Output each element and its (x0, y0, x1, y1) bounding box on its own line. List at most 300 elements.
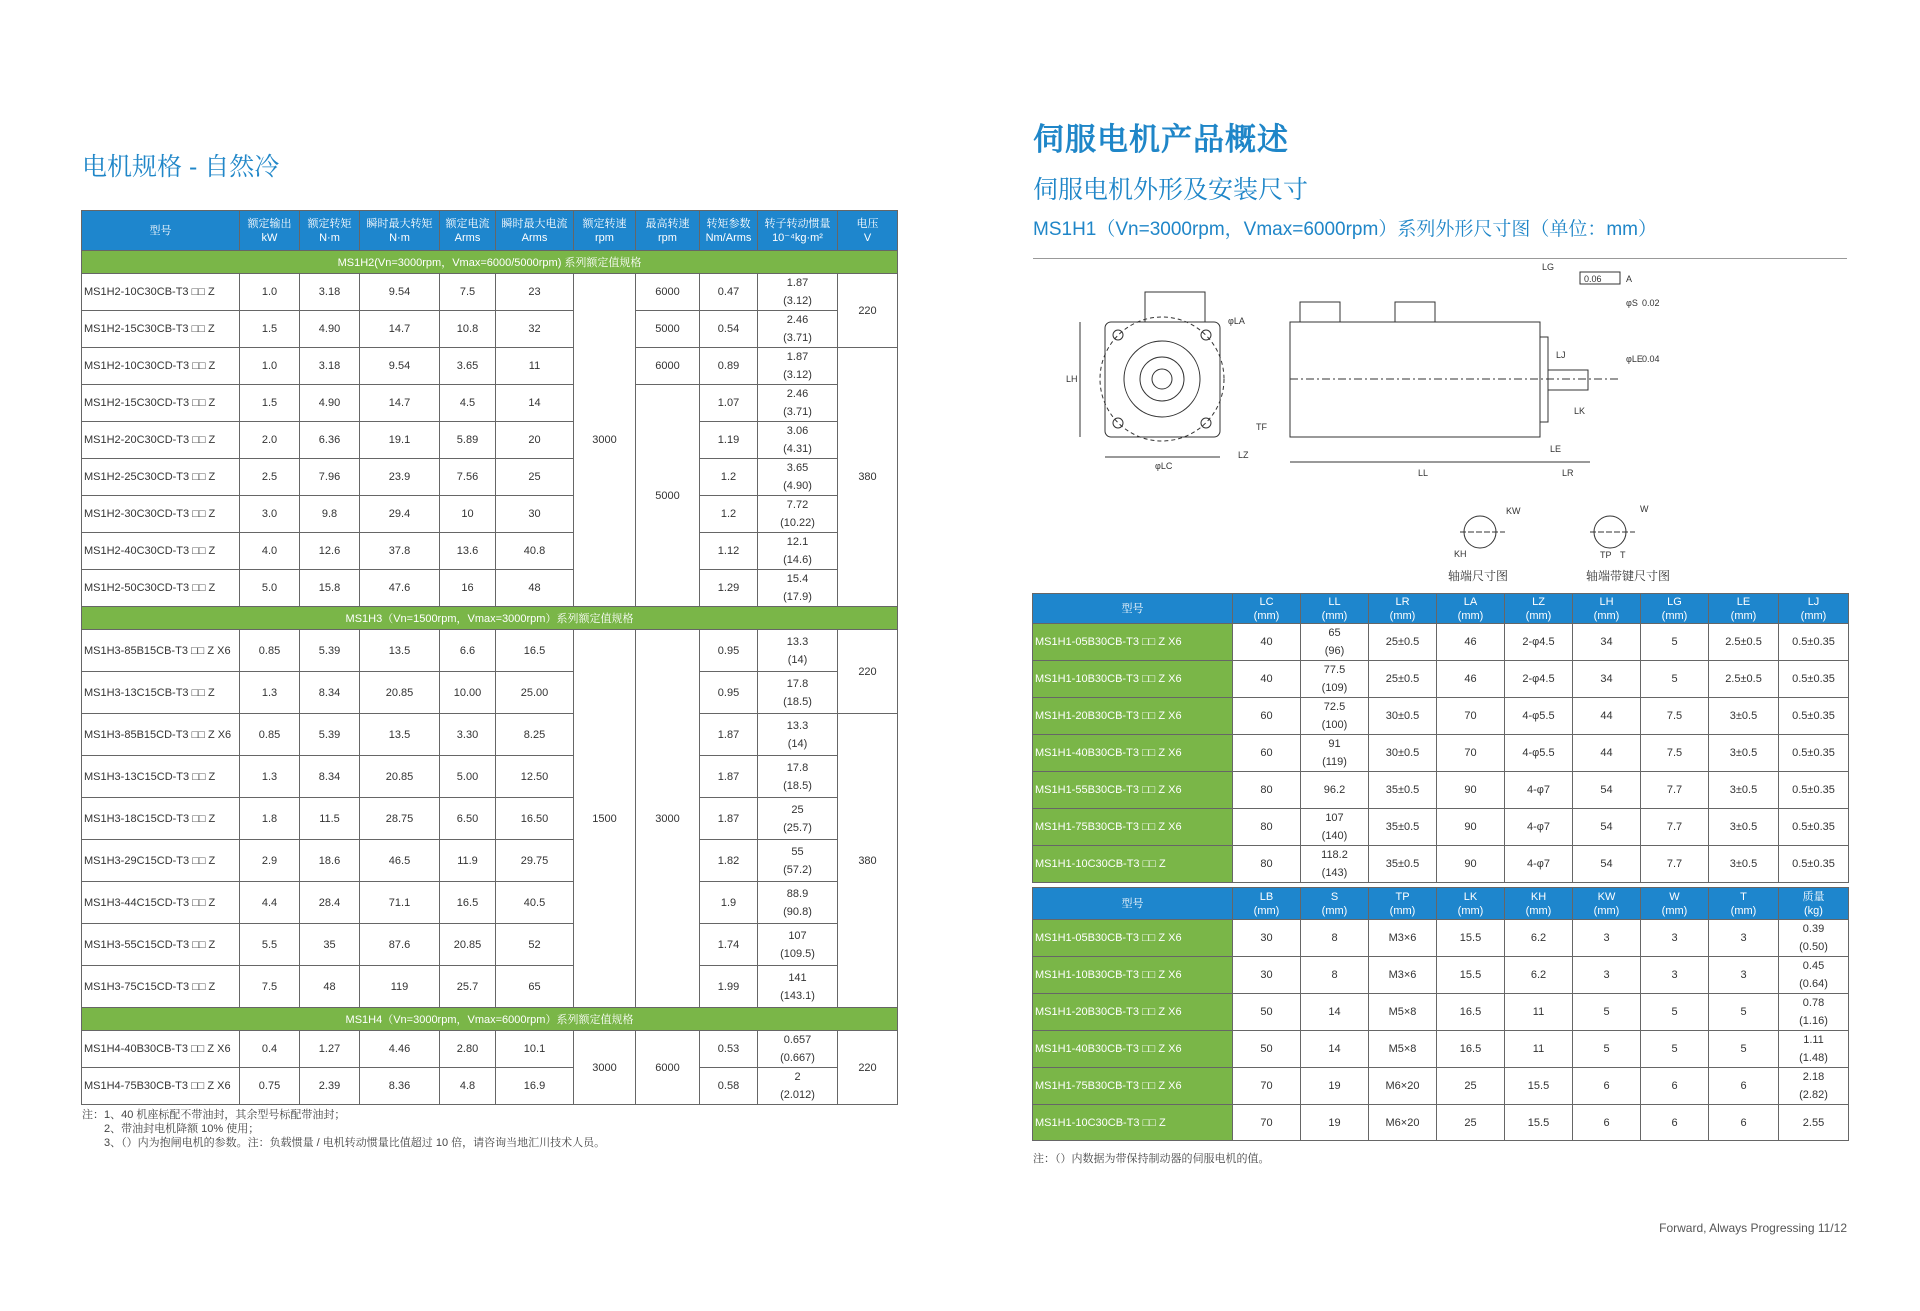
table-row (82, 630, 898, 672)
table-row (82, 311, 898, 348)
drawing-label: LE (1550, 444, 1562, 454)
table-cell: 16.9 (496, 1068, 574, 1105)
table-cell: 0.5±0.35 (1779, 698, 1849, 735)
table-row (82, 924, 898, 966)
table-cell: MS1H1-05B30CB-T3 □□ Z X6 (1033, 624, 1233, 661)
table-row (82, 714, 898, 756)
column-header: LB (mm) (1233, 888, 1301, 920)
table-cell: 20 (496, 422, 574, 459)
table-cell: 7.7 (1641, 846, 1709, 883)
table-cell: 3.0 (240, 496, 300, 533)
table-cell: 54 (1573, 772, 1641, 809)
table-cell: 5 (1573, 1031, 1641, 1068)
drawing-label: W (1640, 504, 1649, 514)
table-cell: 8.34 (300, 672, 360, 714)
table-cell: 20.85 (360, 756, 440, 798)
table-cell: 6 (1641, 1105, 1709, 1141)
shaft-caption: 轴端尺寸图 (1447, 569, 1509, 583)
table-row (1033, 809, 1849, 846)
column-header: 电压 V (838, 211, 898, 251)
table-cell: 20.85 (440, 924, 496, 966)
drawing-label: φLE (1626, 354, 1643, 364)
table-row (82, 570, 898, 607)
table-cell: 1.0 (240, 348, 300, 385)
table-cell: 1.19 (700, 422, 758, 459)
table-cell: 3±0.5 (1709, 772, 1779, 809)
table-cell: 19 (1301, 1068, 1369, 1105)
table-cell: 4-φ5.5 (1505, 698, 1573, 735)
table-cell: MS1H1-75B30CB-T3 □□ Z X6 (1033, 809, 1233, 846)
table-cell: 8.25 (496, 714, 574, 756)
table-cell: 25±0.5 (1369, 661, 1437, 698)
motor-dimension-drawing (1060, 262, 1671, 592)
table-cell: 12.6 (300, 533, 360, 570)
table-cell: MS1H2-25C30CD-T3 □□ Z (82, 459, 240, 496)
table-row (1033, 661, 1849, 698)
table-cell: 3000 (574, 274, 636, 607)
table-cell: 3 (1709, 920, 1779, 957)
table-cell: 25.7 (440, 966, 496, 1008)
table-cell: MS1H2-50C30CD-T3 □□ Z (82, 570, 240, 607)
table-cell: 0.47 (700, 274, 758, 311)
column-header: 额定转矩 N·m (300, 211, 360, 251)
table-cell: 15.5 (1505, 1068, 1573, 1105)
table-cell: 4-φ7 (1505, 846, 1573, 883)
table-cell: 5000 (636, 311, 700, 348)
table-cell: MS1H1-75B30CB-T3 □□ Z X6 (1033, 1068, 1233, 1105)
table-cell: 0.85 (240, 630, 300, 672)
table-cell: 34 (1573, 624, 1641, 661)
table-cell: 3±0.5 (1709, 809, 1779, 846)
table-cell: 2.46 (3.71) (758, 385, 838, 422)
table-cell: 19 (1301, 1105, 1369, 1141)
table-cell: 10.1 (496, 1031, 574, 1068)
table-cell: 1.3 (240, 756, 300, 798)
table-cell: MS1H4-40B30CB-T3 □□ Z X6 (82, 1031, 240, 1068)
table-cell: 16.5 (1437, 994, 1505, 1031)
table-cell: 80 (1233, 772, 1301, 809)
table-cell: 3±0.5 (1709, 698, 1779, 735)
drawing-label: T (1620, 550, 1626, 560)
table-cell: MS1H3-29C15CD-T3 □□ Z (82, 840, 240, 882)
table-cell: 2.5 (240, 459, 300, 496)
table-cell: 220 (838, 1031, 898, 1105)
table-cell: 1.29 (700, 570, 758, 607)
table-cell: 4.46 (360, 1031, 440, 1068)
table-row (82, 496, 898, 533)
table-cell: 0.4 (240, 1031, 300, 1068)
table-cell: 1.87 (3.12) (758, 348, 838, 385)
series-title: MS1H1（Vn=3000rpm，Vmax=6000rpm）系列外形尺寸图（单位：mm） (1033, 219, 1657, 240)
column-header: LJ (mm) (1779, 594, 1849, 624)
table-cell: 11 (496, 348, 574, 385)
table-cell: 3 (1641, 957, 1709, 994)
table-cell: 35±0.5 (1369, 772, 1437, 809)
table-cell: 0.85 (240, 714, 300, 756)
table-cell: 70 (1437, 735, 1505, 772)
table-cell: 118.2 (143) (1301, 846, 1369, 883)
table-cell: 6 (1709, 1068, 1779, 1105)
table-cell: 5 (1641, 624, 1709, 661)
table-cell: 0.5±0.35 (1779, 661, 1849, 698)
table-cell: 30 (496, 496, 574, 533)
drawing-label: LG (1542, 262, 1555, 272)
table-row (82, 672, 898, 714)
table-cell: 11 (1505, 1031, 1573, 1068)
table-cell: 2.55 (1779, 1105, 1849, 1141)
table-cell: 6.2 (1505, 957, 1573, 994)
table-cell: M5×8 (1369, 994, 1437, 1031)
table-cell: MS1H1-10B30CB-T3 □□ Z X6 (1033, 661, 1233, 698)
table-cell: 6000 (636, 348, 700, 385)
table-cell: 46 (1437, 661, 1505, 698)
table-row (82, 966, 898, 1008)
table-row (82, 422, 898, 459)
table-cell: 4-φ5.5 (1505, 735, 1573, 772)
column-header: 型号 (1033, 888, 1233, 920)
table-cell: M3×6 (1369, 920, 1437, 957)
table-cell: 65 (96) (1301, 624, 1369, 661)
table-cell: 2.5±0.5 (1709, 661, 1779, 698)
table-cell: M3×6 (1369, 957, 1437, 994)
table-cell: MS1H1-20B30CB-T3 □□ Z X6 (1033, 698, 1233, 735)
column-header: 型号 (82, 211, 240, 251)
table-cell: 9.8 (300, 496, 360, 533)
table-cell: 3.65 (4.90) (758, 459, 838, 496)
table-cell: 6 (1573, 1105, 1641, 1141)
table-cell: 2.18 (2.82) (1779, 1068, 1849, 1105)
table-cell: 1.07 (700, 385, 758, 422)
table-cell: 80 (1233, 809, 1301, 846)
column-header: LR (mm) (1369, 594, 1437, 624)
table-row (82, 274, 898, 311)
table-cell: 1.2 (700, 459, 758, 496)
table-cell: 35 (300, 924, 360, 966)
table-cell: 10 (440, 496, 496, 533)
table-cell: 5 (1641, 661, 1709, 698)
left-notes (82, 1108, 605, 1150)
table-cell: 48 (496, 570, 574, 607)
table-cell: MS1H1-55B30CB-T3 □□ Z X6 (1033, 772, 1233, 809)
table-cell: 52 (496, 924, 574, 966)
table-cell: 3 (1709, 957, 1779, 994)
table-cell: MS1H2-10C30CB-T3 □□ Z (82, 274, 240, 311)
table-cell: 5.39 (300, 714, 360, 756)
table-cell: 25 (496, 459, 574, 496)
table-cell: 91 (119) (1301, 735, 1369, 772)
table-cell: 25 (1437, 1105, 1505, 1141)
table-cell: 6.36 (300, 422, 360, 459)
table-cell: 15.5 (1505, 1105, 1573, 1141)
table-cell: 30 (1233, 957, 1301, 994)
table-cell: 90 (1437, 772, 1505, 809)
table-cell: MS1H2-15C30CB-T3 □□ Z (82, 311, 240, 348)
table-cell: 9.54 (360, 348, 440, 385)
table-cell: 0.45 (0.64) (1779, 957, 1849, 994)
table-cell: 380 (838, 348, 898, 607)
table-row (82, 1068, 898, 1105)
table-cell: 3 (1573, 920, 1641, 957)
table-cell: 1.87 (700, 756, 758, 798)
table-cell: 16 (440, 570, 496, 607)
drawing-label: KW (1506, 506, 1521, 516)
table-cell: MS1H3-85B15CD-T3 □□ Z X6 (82, 714, 240, 756)
table-row (82, 1031, 898, 1068)
table-cell: 46.5 (360, 840, 440, 882)
drawing-label: 0.06 (1584, 274, 1602, 284)
table-cell: 4.4 (240, 882, 300, 924)
table-cell: 65 (496, 966, 574, 1008)
table-cell: MS1H4-75B30CB-T3 □□ Z X6 (82, 1068, 240, 1105)
table-cell: MS1H2-20C30CD-T3 □□ Z (82, 422, 240, 459)
table-cell: MS1H2-30C30CD-T3 □□ Z (82, 496, 240, 533)
table-cell: 30±0.5 (1369, 698, 1437, 735)
table-row (82, 798, 898, 840)
table-row (82, 533, 898, 570)
note-line: 3、（）内为抱闸电机的参数。注：负载惯量 / 电机转动惯量比值超过 10 倍，请咨询当地汇川技术人员。 (104, 1137, 606, 1149)
table-cell: 25.00 (496, 672, 574, 714)
table-cell: 80 (1233, 846, 1301, 883)
table-cell: 2.80 (440, 1031, 496, 1068)
table-cell: 0.95 (700, 672, 758, 714)
table-row (1033, 735, 1849, 772)
table-cell: 5 (1641, 994, 1709, 1031)
spec-table (81, 210, 898, 1105)
table-cell: 0.75 (240, 1068, 300, 1105)
table-cell: 28.4 (300, 882, 360, 924)
table-cell: MS1H3-44C15CD-T3 □□ Z (82, 882, 240, 924)
table-cell: 3 (1573, 957, 1641, 994)
table-cell: 30±0.5 (1369, 735, 1437, 772)
table-cell: MS1H3-85B15CB-T3 □□ Z X6 (82, 630, 240, 672)
table-cell: 23 (496, 274, 574, 311)
table-cell: 1.27 (300, 1031, 360, 1068)
table-row (82, 840, 898, 882)
table-cell: MS1H3（Vn=1500rpm，Vmax=3000rpm）系列额定值规格 (82, 607, 898, 630)
drawing-label: LJ (1556, 350, 1566, 360)
table-cell: 4.8 (440, 1068, 496, 1105)
column-header: 最高转速 rpm (636, 211, 700, 251)
table-cell: 6 (1709, 1105, 1779, 1141)
table-cell: 5 (1641, 1031, 1709, 1068)
table-row (82, 756, 898, 798)
table-cell: 2.39 (300, 1068, 360, 1105)
table-cell: 0.5±0.35 (1779, 735, 1849, 772)
table-cell: 6000 (636, 1031, 700, 1105)
table-cell: 40.8 (496, 533, 574, 570)
table-cell: 46 (1437, 624, 1505, 661)
table-cell: 6 (1573, 1068, 1641, 1105)
column-header: 额定电流 Arms (440, 211, 496, 251)
table-cell: 10.00 (440, 672, 496, 714)
table-cell: MS1H1-10C30CB-T3 □□ Z (1033, 1105, 1233, 1141)
table-cell: M5×8 (1369, 1031, 1437, 1068)
table-cell: 17.8 (18.5) (758, 672, 838, 714)
drawing-label: 0.04 (1642, 354, 1660, 364)
table-cell: 3.18 (300, 274, 360, 311)
table-cell: 6.2 (1505, 920, 1573, 957)
table-cell: 1.9 (700, 882, 758, 924)
table-cell: 11 (1505, 994, 1573, 1031)
table-cell: 4.90 (300, 311, 360, 348)
table-cell: 1.5 (240, 385, 300, 422)
section-row (82, 1008, 898, 1031)
table-cell: 107 (109.5) (758, 924, 838, 966)
table-cell: 2-φ4.5 (1505, 624, 1573, 661)
table-cell: 20.85 (360, 672, 440, 714)
table-row (1033, 1105, 1849, 1141)
column-header: KH (mm) (1505, 888, 1573, 920)
table-cell: 380 (838, 714, 898, 1008)
table-cell: 220 (838, 274, 898, 348)
dimension-table-b (1032, 887, 1849, 1141)
drawing-label: 0.02 (1642, 298, 1660, 308)
table-cell: 1.3 (240, 672, 300, 714)
table-cell: 70 (1233, 1068, 1301, 1105)
table-cell: 0.5±0.35 (1779, 624, 1849, 661)
table-cell: 15.5 (1437, 957, 1505, 994)
table-cell: 8 (1301, 920, 1369, 957)
table-row (1033, 1068, 1849, 1105)
drawing-label: φLC (1155, 461, 1173, 471)
table-cell: 1.87 (700, 714, 758, 756)
table-cell: 14.7 (360, 385, 440, 422)
drawing-label: TF (1256, 422, 1267, 432)
table-cell: 44 (1573, 698, 1641, 735)
table-cell: MS1H2(Vn=3000rpm，Vmax=6000/5000rpm) 系列额定值规格 (82, 251, 898, 274)
table-cell: 54 (1573, 809, 1641, 846)
table-cell: 4-φ7 (1505, 809, 1573, 846)
table-cell: 3.06 (4.31) (758, 422, 838, 459)
table-cell: 220 (838, 630, 898, 714)
table-cell: 0.5±0.35 (1779, 846, 1849, 883)
table-cell: 71.1 (360, 882, 440, 924)
table-cell: 12.1 (14.6) (758, 533, 838, 570)
table-row (1033, 698, 1849, 735)
table-cell: 2.46 (3.71) (758, 311, 838, 348)
table-cell: M6×20 (1369, 1068, 1437, 1105)
table-row (82, 385, 898, 422)
table-cell: 7.5 (440, 274, 496, 311)
table-cell: 90 (1437, 809, 1505, 846)
table-cell: MS1H2-10C30CD-T3 □□ Z (82, 348, 240, 385)
table-cell: 119 (360, 966, 440, 1008)
table-cell: 0.657 (0.667) (758, 1031, 838, 1068)
drawing-label: TP (1600, 550, 1612, 560)
table-cell: 13.5 (360, 630, 440, 672)
column-header: KW (mm) (1573, 888, 1641, 920)
column-header: LA (mm) (1437, 594, 1505, 624)
table-cell: 44 (1573, 735, 1641, 772)
table-cell: 90 (1437, 846, 1505, 883)
table-cell: 16.5 (496, 630, 574, 672)
drawing-label: LL (1418, 468, 1429, 478)
table-cell: M6×20 (1369, 1105, 1437, 1141)
table-cell: 3000 (574, 1031, 636, 1105)
table-cell: 11.9 (440, 840, 496, 882)
table-cell: 7.7 (1641, 809, 1709, 846)
table-cell: 7.96 (300, 459, 360, 496)
column-header: 质量 (kg) (1779, 888, 1849, 920)
right-subtitle: 伺服电机外形及安装尺寸 (1033, 176, 1309, 204)
table-cell: 0.58 (700, 1068, 758, 1105)
table-cell: MS1H3-13C15CD-T3 □□ Z (82, 756, 240, 798)
table-cell: 14 (496, 385, 574, 422)
table-cell: 60 (1233, 698, 1301, 735)
table-cell: 5.89 (440, 422, 496, 459)
table-cell: 13.6 (440, 533, 496, 570)
table-cell: 1.5 (240, 311, 300, 348)
right-note: 注：（）内数据为带保持制动器的伺服电机的值。 (1033, 1153, 1270, 1165)
table-cell: MS1H1-40B30CB-T3 □□ Z X6 (1033, 735, 1233, 772)
table-cell: 16.50 (496, 798, 574, 840)
table-cell: 1.99 (700, 966, 758, 1008)
table-cell: 1.87 (700, 798, 758, 840)
table-cell: 3000 (636, 630, 700, 1008)
table-cell: 0.54 (700, 311, 758, 348)
table-cell: 28.75 (360, 798, 440, 840)
drawing-label: A (1626, 274, 1633, 284)
right-title: 伺服电机产品概述 (1033, 122, 1289, 157)
table-cell: 40 (1233, 661, 1301, 698)
table-cell: 15.4 (17.9) (758, 570, 838, 607)
table-cell: MS1H3-18C15CD-T3 □□ Z (82, 798, 240, 840)
note-line: 注：1、40 机座标配不带油封，其余型号标配带油封； (82, 1109, 346, 1121)
table-cell: 0.53 (700, 1031, 758, 1068)
table-cell: 7.5 (1641, 735, 1709, 772)
table-cell: MS1H1-10C30CB-T3 □□ Z (1033, 846, 1233, 883)
table-cell: 17.8 (18.5) (758, 756, 838, 798)
table-cell: 4-φ7 (1505, 772, 1573, 809)
table-cell: 1.87 (3.12) (758, 274, 838, 311)
table-cell: 70 (1233, 1105, 1301, 1141)
table-cell: 5.0 (240, 570, 300, 607)
table-cell: MS1H3-13C15CB-T3 □□ Z (82, 672, 240, 714)
table-cell: 30 (1233, 920, 1301, 957)
table-cell: 18.6 (300, 840, 360, 882)
table-cell: 2 (2.012) (758, 1068, 838, 1105)
table-cell: 5.00 (440, 756, 496, 798)
table-cell: 32 (496, 311, 574, 348)
table-cell: 3 (1641, 920, 1709, 957)
table-cell: 6.50 (440, 798, 496, 840)
table-cell: 7.5 (1641, 698, 1709, 735)
left-title: 电机规格 - 自然冷 (82, 153, 280, 181)
table-cell: MS1H1-20B30CB-T3 □□ Z X6 (1033, 994, 1233, 1031)
table-cell: MS1H2-15C30CD-T3 □□ Z (82, 385, 240, 422)
table-cell: 55 (57.2) (758, 840, 838, 882)
table-cell: 47.6 (360, 570, 440, 607)
table-row (1033, 994, 1849, 1031)
keyed-shaft-caption: 轴端带键尺寸图 (1585, 569, 1671, 583)
table-cell: 5 (1709, 994, 1779, 1031)
table-cell: 0.39 (0.50) (1779, 920, 1849, 957)
column-header: 额定转速 rpm (574, 211, 636, 251)
drawing-label: φS (1626, 298, 1638, 308)
table-cell: 7.72 (10.22) (758, 496, 838, 533)
table-cell: 10.8 (440, 311, 496, 348)
column-header: 额定输出 kW (240, 211, 300, 251)
section-row (82, 607, 898, 630)
table-cell: 50 (1233, 1031, 1301, 1068)
table-cell: 15.5 (1437, 920, 1505, 957)
table-cell: 1.8 (240, 798, 300, 840)
table-cell: 2.9 (240, 840, 300, 882)
table-cell: 3.18 (300, 348, 360, 385)
column-header: 转矩参数 Nm/Arms (700, 211, 758, 251)
table-cell: 35±0.5 (1369, 809, 1437, 846)
table-cell: MS1H1-05B30CB-T3 □□ Z X6 (1033, 920, 1233, 957)
